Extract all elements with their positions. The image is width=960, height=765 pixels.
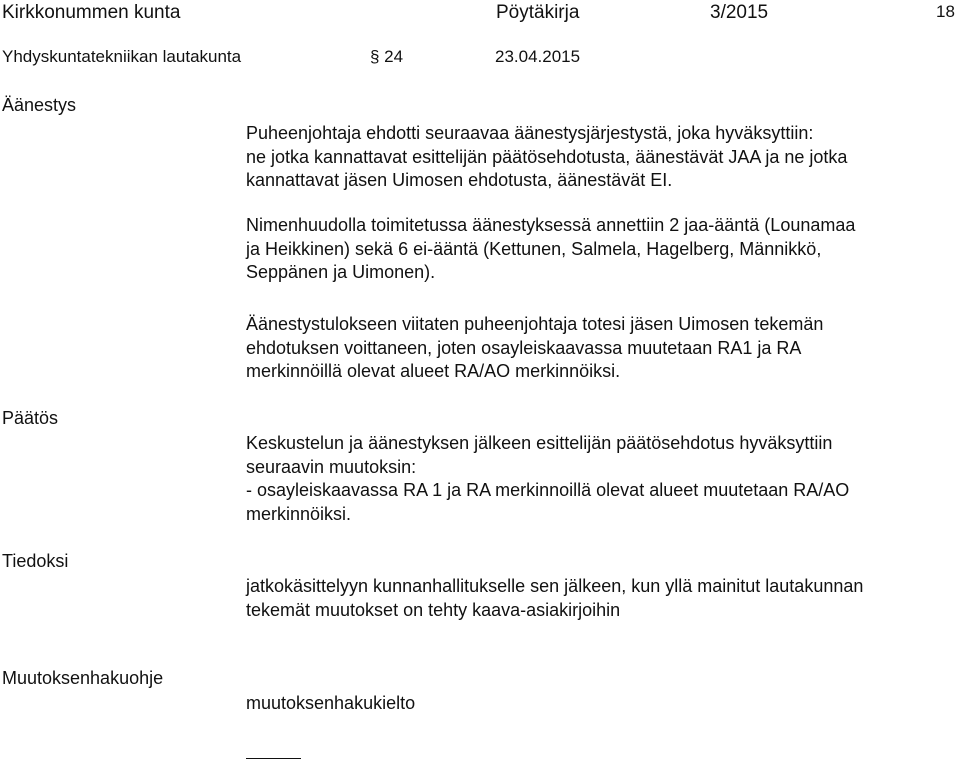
text-line: Nimenhuudolla toimitetussa äänestyksessä annettiin 2 jaa-ääntä (Lounamaa <box>246 215 856 235</box>
text-line: Seppänen ja Uimonen). <box>246 262 436 282</box>
document-number: 3/2015 <box>710 2 769 23</box>
voting-paragraph-order <box>246 122 954 193</box>
text-line: Äänestystulokseen viitaten puheenjohtaja totesi jäsen Uimosen tekemän <box>246 314 824 334</box>
signature-rule <box>246 758 301 759</box>
section-label-decision: Päätös <box>2 408 59 428</box>
text-line: Keskustelun ja äänestyksen jälkeen esittelijän päätösehdotus hyväksyttiin <box>246 433 833 453</box>
voting-paragraph-conclusion <box>246 313 954 384</box>
committee-name: Yhdyskuntatekniikan lautakunta <box>2 47 242 66</box>
section-label-voting: Äänestys <box>2 95 77 115</box>
text-line: Puheenjohtaja ehdotti seuraavaa äänestysjärjestystä, joka hyväksyttiin: <box>246 123 814 143</box>
text-line: ja Heikkinen) sekä 6 ei-ääntä (Kettunen, Salmela, Hagelberg, Männikkö, <box>246 238 822 259</box>
info-paragraph <box>246 575 954 622</box>
text-line: ehdotuksen voittaneen, joten osayleiskaavassa muutetaan RA1 ja RA <box>246 337 802 358</box>
decision-paragraph <box>246 432 954 526</box>
text-line: kannattavat jäsen Uimosen ehdotusta, äänestävät EI. <box>246 170 673 190</box>
municipality-name: Kirkkonummen kunta <box>2 2 181 23</box>
section-number: § 24 <box>370 47 404 66</box>
text-line: seuraavin muutoksin: <box>246 456 417 477</box>
text-line: tekemät muutokset on tehty kaava-asiakirjoihin <box>246 599 621 620</box>
text-line: merkinnöiksi. <box>246 503 352 524</box>
appeal-text: muutoksenhakukielto <box>246 693 416 713</box>
page-number: 18 <box>936 2 955 21</box>
document-type: Pöytäkirja <box>496 2 580 23</box>
text-line: jatkokäsittelyyn kunnanhallitukselle sen jälkeen, kun yllä mainitut lautakunnan <box>246 576 864 596</box>
meeting-date: 23.04.2015 <box>495 47 581 66</box>
text-line: - osayleiskaavassa RA 1 ja RA merkinnoillä olevat alueet muutetaan RA/AO <box>246 480 850 500</box>
voting-paragraph-result <box>246 214 954 285</box>
text-line: merkinnöillä olevat alueet RA/AO merkinnöiksi. <box>246 361 621 381</box>
section-label-appeal: Muutoksenhakuohje <box>2 668 164 688</box>
text-line: ne jotka kannattavat esittelijän päätösehdotusta, äänestävät JAA ja ne jotka <box>246 146 848 167</box>
section-label-info: Tiedoksi <box>2 551 69 571</box>
